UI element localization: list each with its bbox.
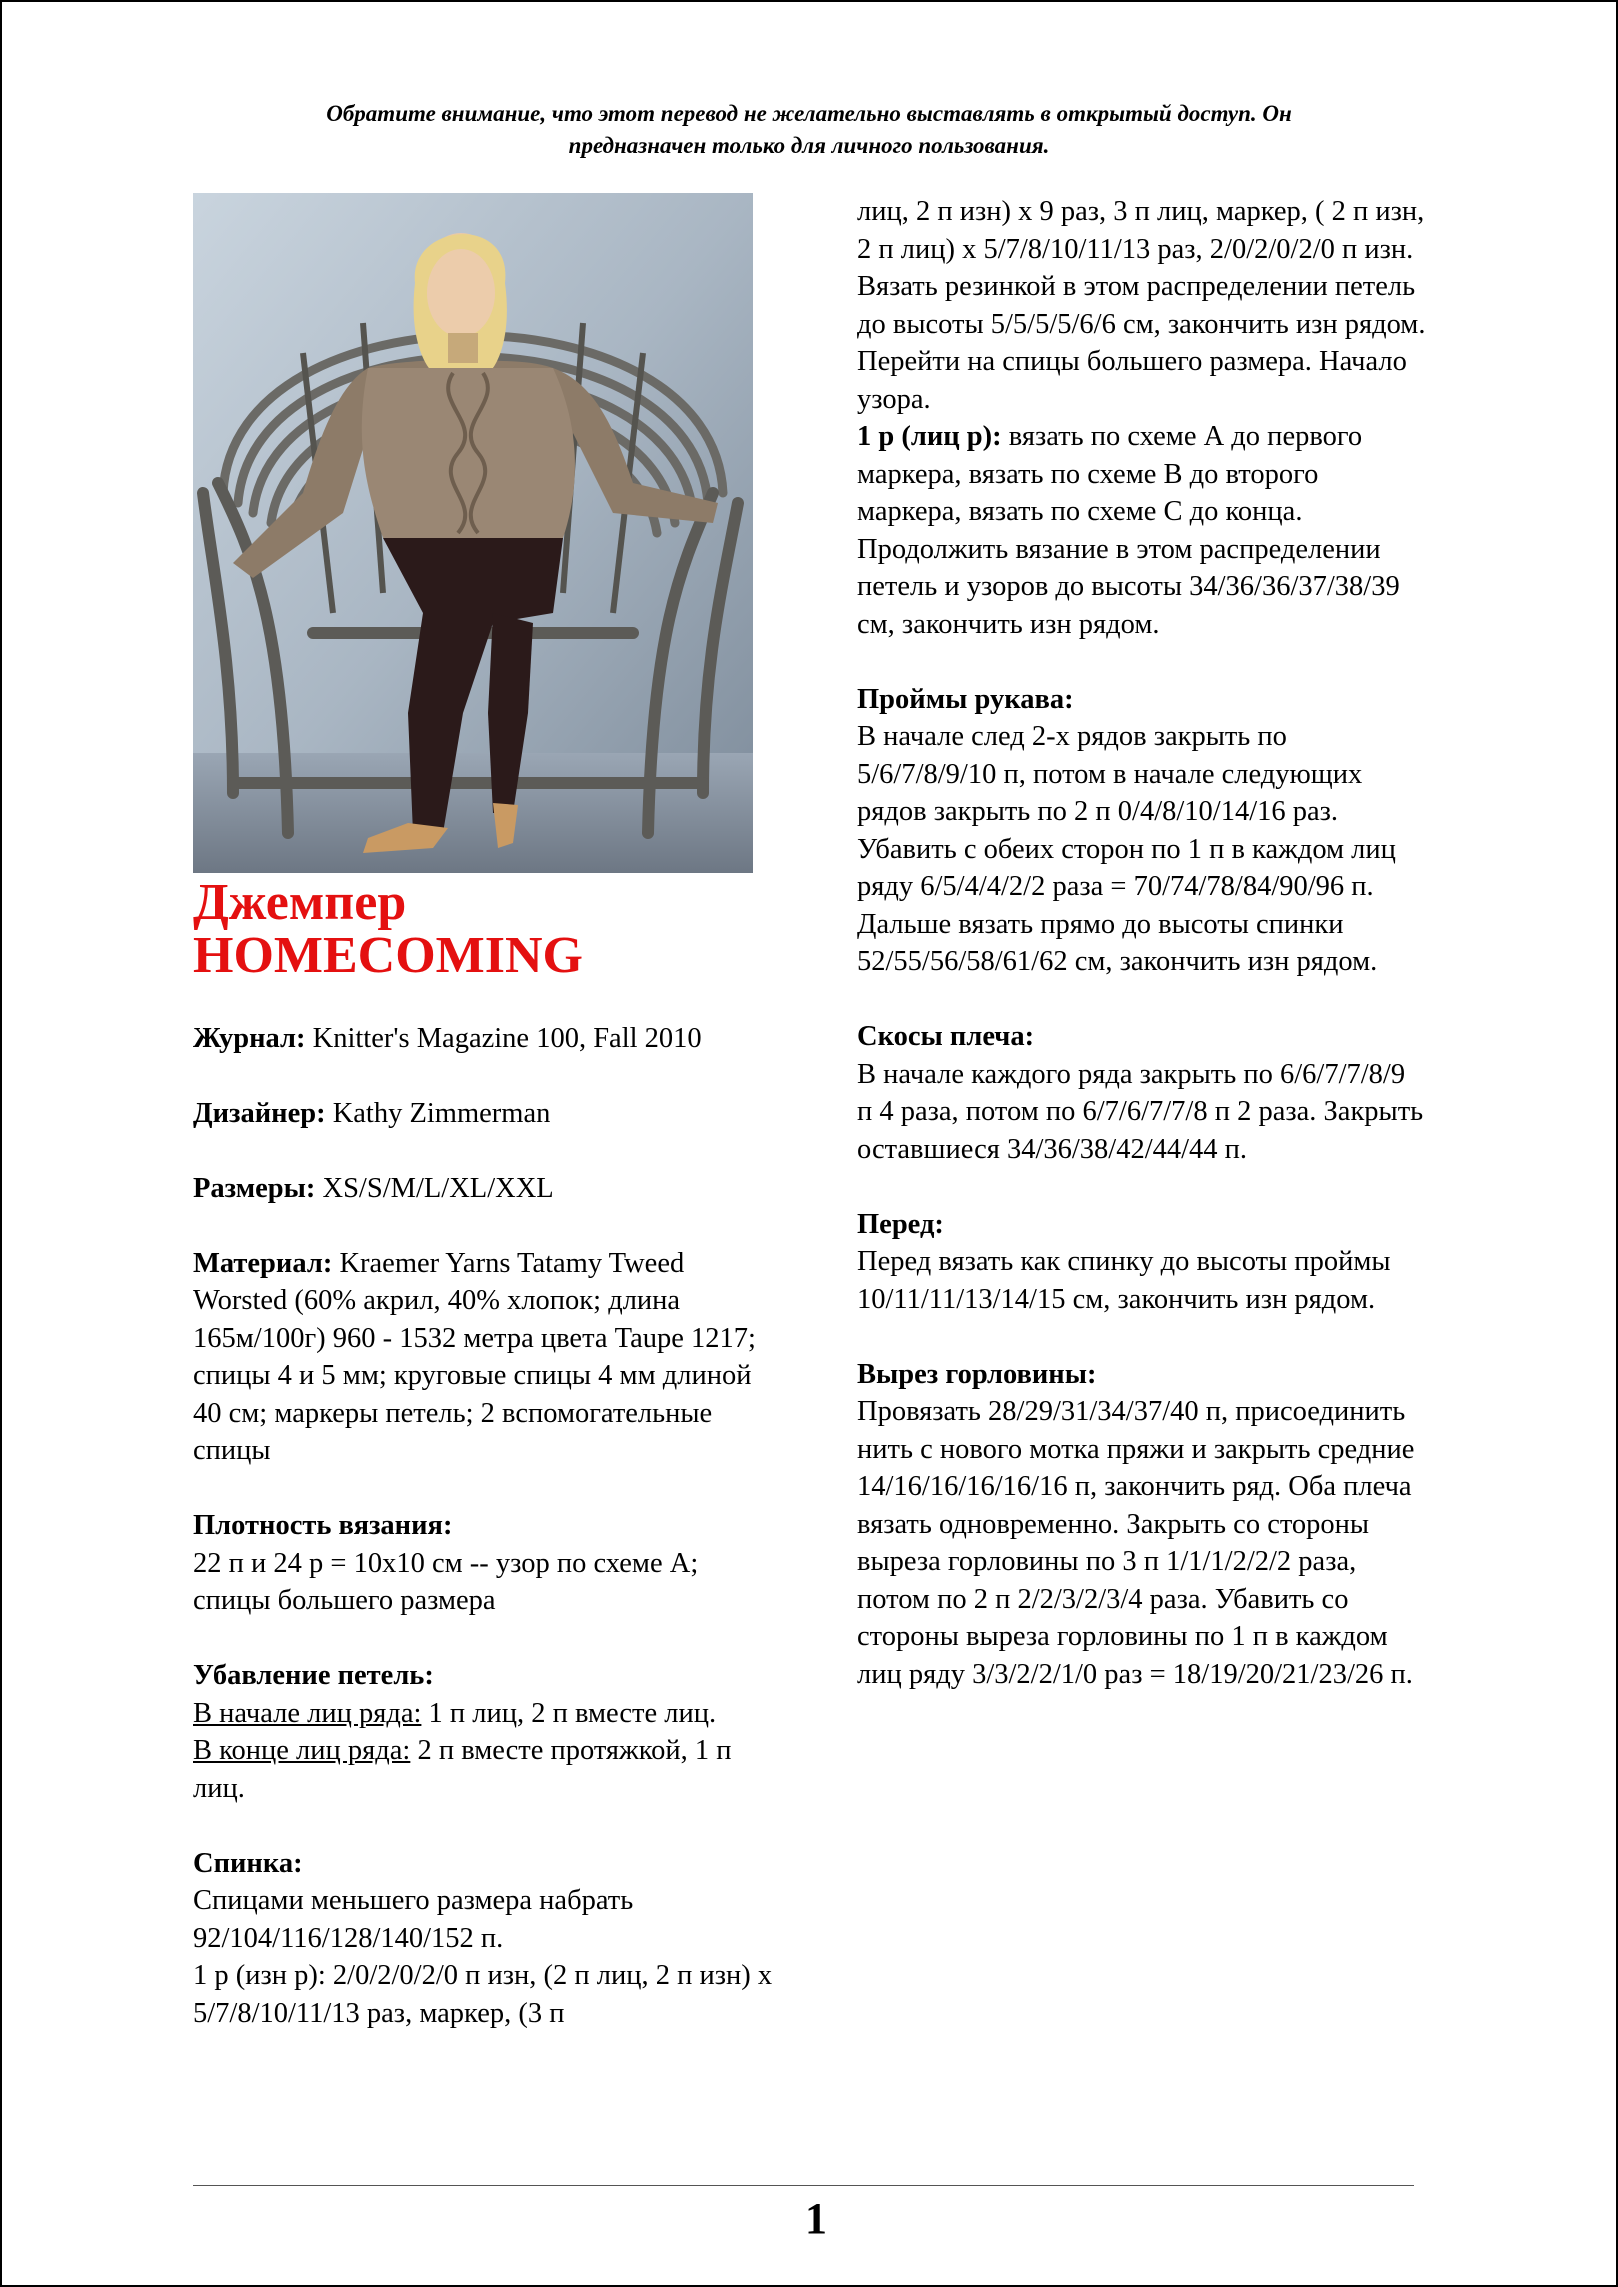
back-text-2: 1 р (изн р): 2/0/2/0/2/0 п изн, (2 п лиц, 2 п изн) х 5/7/8/10/11/13 раз, маркер, (3 п	[193, 1960, 773, 2029]
decrease-end-text: 2 п вместе протяжкой, 1 п лиц.	[193, 1735, 732, 1804]
decrease-start	[193, 1695, 773, 1733]
shoulder-heading: Скосы плеча:	[857, 1021, 1035, 1052]
page-number: 1	[805, 2194, 827, 2243]
magazine-value: Knitter's Magazine 100, Fall 2010	[305, 1022, 702, 1054]
decrease-start-text: 1 п лиц, 2 п вместе лиц.	[421, 1697, 717, 1729]
front-heading: Перед:	[857, 1208, 944, 1240]
neckline-heading: Вырез горловины:	[857, 1358, 1097, 1390]
designer-value: Kathy Zimmerman	[325, 1097, 551, 1129]
decrease-end-label: В конце лиц ряда:	[193, 1735, 411, 1766]
sizes-info	[193, 1170, 773, 1208]
sweater-photo	[193, 193, 753, 873]
magazine-label: Журнал:	[193, 1022, 306, 1054]
row1-label: 1 р (лиц р):	[857, 421, 1002, 452]
shoulder-text: В начале каждого ряда закрыть по 6/6/7/7/8/9 п 4 раза, потом по 6/7/6/7/7/8 п 2 раза. Закрыть оставшиеся 34/36/38/42/44/44 п.	[857, 1058, 1424, 1165]
material-info	[193, 1245, 773, 1470]
front-text: Перед вязать как спинку до высоты проймы 10/11/11/13/14/15 см, закончить изн рядом.	[857, 1246, 1391, 1315]
left-column	[193, 193, 773, 2032]
armhole-heading: Проймы рукава:	[857, 683, 1074, 715]
material-label: Материал:	[193, 1247, 333, 1279]
material-value: Kraemer Yarns Tatamy Tweed Worsted (60% акрил, 40% хлопок; длина 165м/100г) 960 - 1532 метра цвета Taupe 1217; спицы 4 и 5 мм; круговые спицы 4 мм длиной 40 см; маркеры петель; 2 вспомогательные спицы	[193, 1247, 756, 1466]
decrease-start-label: В начале лиц ряда:	[193, 1697, 422, 1729]
footer-divider	[193, 2185, 1414, 2186]
sizes-value: XS/S/M/L/XL/XXL	[315, 1172, 554, 1204]
decrease-end	[193, 1732, 773, 1807]
row1-text: вязать по схеме А до первого маркера, вязать по схеме В до второго маркера, вязать по схеме С до конца.	[857, 421, 1363, 527]
gauge-heading: Плотность вязания:	[193, 1510, 453, 1541]
back-continued-2: Вязать резинкой в этом распределении петель до высоты 5/5/5/5/6/6 см, закончить изн рядом.	[857, 271, 1426, 340]
pattern-title	[193, 876, 773, 982]
title-line-2: HOMECOMING	[193, 927, 583, 984]
back-text-1: Спицами меньшего размера набрать 92/104/116/128/140/152 п.	[193, 1885, 634, 1954]
row1-instruction	[857, 418, 1427, 531]
notice-line-1: Обратите внимание, что этот перевод не желательно выставлять в открытый доступ. Он	[326, 101, 1292, 126]
gauge-text: 22 п и 24 р = 10х10 см -- узор по схеме А; спицы большего размера	[193, 1547, 699, 1616]
right-column	[857, 193, 1427, 1693]
neckline-text: Провязать 28/29/31/34/37/40 п, присоединить нить с нового мотка пряжи и закрыть средние 14/16/16/16/16/16 п, закончить ряд. Оба плеча вязать одновременно. Закрыть со стороны выреза горловины по 3 п 1/1/1/2/2/2 раза, потом по 2 п 2/2/3/2/3/4 раза. Убавить со стороны выреза горловины по 1 п в каждом лиц ряду 3/3/2/2/1/0 раз = 18/19/20/21/23/26 п.	[857, 1396, 1415, 1690]
copyright-notice	[200, 98, 1418, 162]
back-heading: Спинка:	[193, 1847, 303, 1879]
decrease-heading: Убавление петель:	[193, 1660, 434, 1691]
title-line-1: Джемпер	[193, 874, 407, 931]
back-continued-4: Продолжить вязание в этом распределении петель и узоров до высоты 34/36/36/37/38/39 см, закончить изн рядом.	[857, 533, 1400, 640]
armhole-text: В начале след 2-х рядов закрыть по 5/6/7/8/9/10 п, потом в начале следующих рядов закрыть по 2 п 0/4/8/10/14/16 раз. Убавить с обеих сторон по 1 п в каждом лиц ряду 6/5/4/4/2/2 раза = 70/74/78/84/90/96 п. Дальше вязать прямо до высоты спинки 52/55/56/58/61/62 см, закончить изн рядом.	[857, 721, 1396, 977]
magazine-info	[193, 1020, 773, 1058]
back-continued-1: лиц, 2 п изн) х 9 раз, 3 п лиц, маркер, ( 2 п изн, 2 п лиц) х 5/7/8/10/11/13 раз, 2/0/2/0/2/0 п изн.	[857, 196, 1425, 265]
notice-line-2: предназначен только для личного пользования.	[568, 133, 1050, 158]
back-continued-3: Перейти на спицы большего размера. Начало узора.	[857, 346, 1407, 415]
designer-label: Дизайнер:	[193, 1097, 326, 1129]
sizes-label: Размеры:	[193, 1172, 316, 1204]
designer-info	[193, 1095, 773, 1133]
